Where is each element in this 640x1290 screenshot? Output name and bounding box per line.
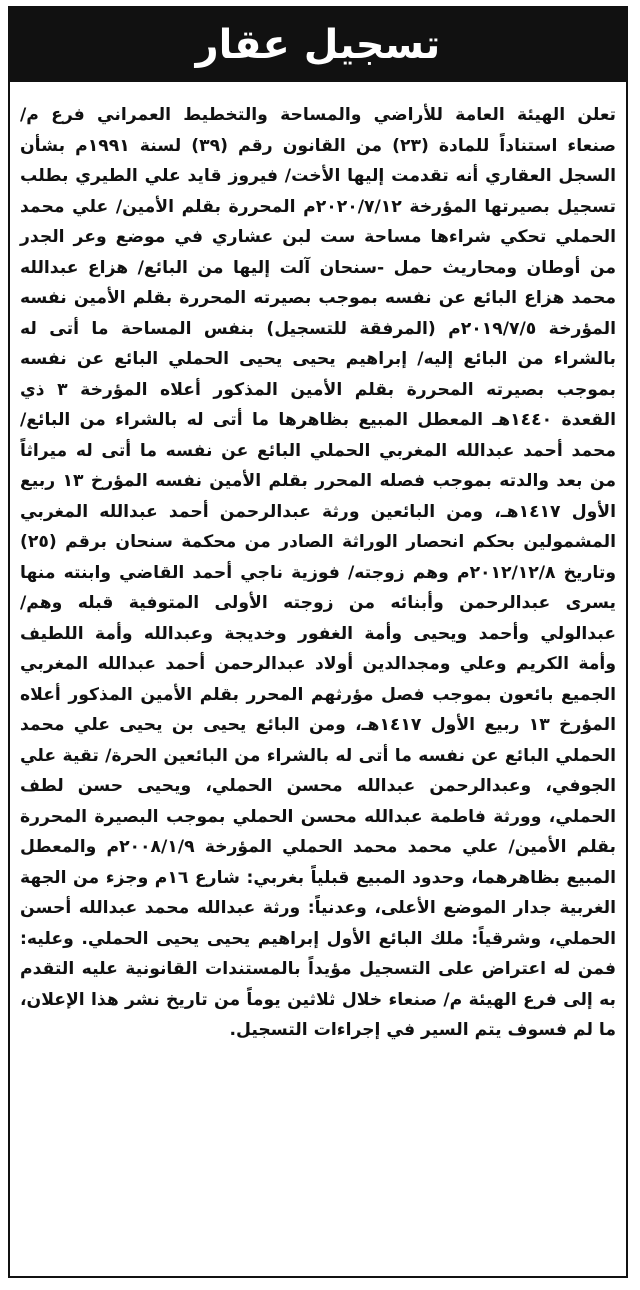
notice-frame — [8, 6, 628, 1278]
notice-body: تعلن الهيئة العامة للأراضي والمساحة والتخطيط العمراني فرع م/ صنعاء استناداً للمادة (٢٣) من القانون رقم (٣٩) لسنة ١٩٩١م بشأن السجل العقاري أنه تقدمت إليها الأخت/ فيروز قايد علي الطيري بطلب تسجيل بصيرتها المؤرخة ٢٠٢٠/٧/١٢م المحررة بقلم الأمين/ علي محمد الحملي تحكي شراءها مساحة ست لبن عشاري في موضع وعر الجدر من أوطان ومحاريث حمل -سنحان آلت إليها من البائع/ هزاع عبدالله محمد هزاع البائع عن نفسه بموجب بصيرته المحررة بقلم الأمين نفسه المؤرخة ٢٠١٩/٧/٥م (المرفقة للتسجيل) بنفس المساحة ما أتى له بالشراء من البائع إليه/ إبراهيم يحيى يحيى الحملي البائع عن نفسه بموجب بصيرته المحررة بقلم الأمين المذكور أعلاه المؤرخة ٣ ذي القعدة ١٤٤٠هـ المعطل المبيع بظاهرها ما أتى له بالشراء من البائع/ محمد أحمد عبدالله المغربي الحملي البائع عن نفسه ما أتى له ميراثاً من بعد والدته بموجب فصله المحرر بقلم الأمين نفسه المؤرخ ١٣ ربيع الأول ١٤١٧هـ، ومن البائعين ورثة عبدالرحمن أحمد عبدالله المغربي المشمولين بحكم انحصار الوراثة الصادر من محكمة سنحان برقم (٢٥) وتاريخ ٢٠١٢/١٢/٨م وهم زوجته/ فوزية ناجي أحمد القاضي وابنته منها يسرى عبدالرحمن وأبنائه من زوجته الأولى المتوفية قبله وهم/ عبدالولي وأحمد ويحيى وأمة الغفور وخديجة وعبدالله وأمة اللطيف وأمة الكريم وعلي ومجدالدين أولاد عبدالرحمن أحمد عبدالله المغربي الجميع بائعون بموجب فصل مؤرثهم المحرر بقلم الأمين المذكور أعلاه المؤرخ ١٣ ربيع الأول ١٤١٧هـ، ومن البائع يحيى بن يحيى علي محمد الحملي البائع عن نفسه ما أتى له بالشراء من البائعين الحرة/ تقية علي الجوفي، وعبدالرحمن عبدالله محسن الحملي، ويحيى حسن لطف الحملي، وورثة فاطمة عبدالله محسن الحملي بموجب البصيرة المحررة بقلم الأمين/ علي محمد محمد الحملي المؤرخة ٢٠٠٨/١/٩م والمعطل المبيع بظاهرهما، وحدود المبيع قبلياً بغربي: شارع ١٦م وجزء من الجهة الغربية جدار الموضع الأعلى، وعدنياً: ورثة عبدالله محمد عبدالله أحسن الحملي، وشرقياً: ملك البائع الأول إبراهيم يحيى يحيى الحملي. وعليه: فمن له اعتراض على التسجيل مؤيداً بالمستندات القانونية عليه التقدم به إلى فرع الهيئة م/ صنعاء خلال ثلاثين يوماً من تاريخ نشر هذا الإعلان، ما لم فسوف يتم السير في إجراءات التسجيل. — [20, 105, 617, 1040]
notice-header — [10, 8, 626, 82]
notice-title: تسجيل عقار — [195, 22, 441, 68]
